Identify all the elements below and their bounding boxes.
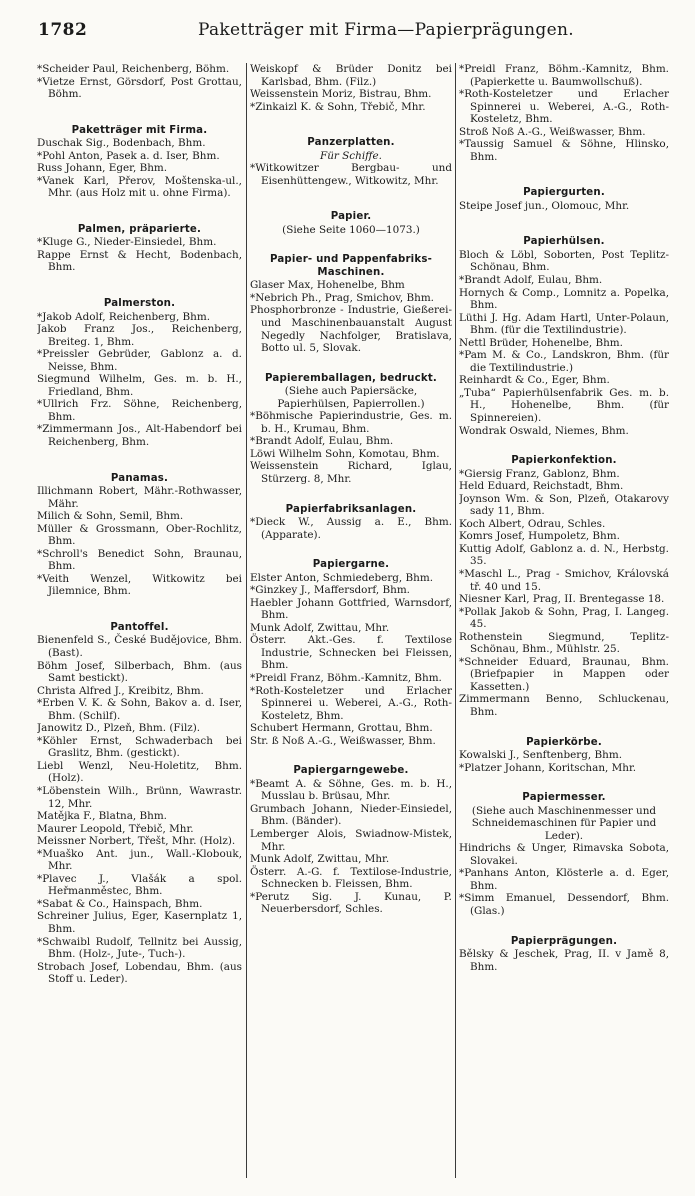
directory-entry: Weiskopf & Brüder Donitz bei Karlsbad, Bhm. (Filz.)	[250, 63, 452, 88]
section-heading: Papiermesser.	[522, 792, 606, 804]
directory-entry: *Zimmermann Jos., Alt-Habendorf bei Reichenberg, Bhm.	[37, 423, 242, 448]
directory-entry: *Nebrich Ph., Prag, Smichov, Bhm.	[250, 291, 434, 304]
directory-entry: *Ullrich Frz. Söhne, Reichenberg, Bhm.	[37, 398, 242, 423]
directory-entry: Joynson Wm. & Son, Plzeň, Otakarovy sady 11, Bhm.	[459, 492, 669, 518]
directory-entry: *Beamt A. & Söhne, Ges. m. b. H., Musslau b. Brüsau, Mhr.	[250, 777, 452, 803]
directory-entry: *Kluge G., Nieder-Einsiedel, Bhm.	[37, 236, 217, 249]
section-subtitle: Für Schiffe.	[320, 149, 382, 162]
column-3	[459, 63, 669, 1178]
directory-entry: *Löbenstein Wilh., Brünn, Wawrastr. 12, Mhr.	[37, 785, 242, 810]
section-heading: Papiergarne.	[312, 559, 390, 571]
entry-list	[250, 516, 452, 541]
directory-entry: *Scheider Paul, Reichenberg, Böhm.	[37, 63, 230, 75]
directory-entry: Kowalski J., Senftenberg, Bhm.	[459, 749, 623, 762]
entry-list	[459, 200, 669, 213]
page-number: 1782	[38, 20, 88, 40]
directory-entry: Müller & Grossmann, Ober-Rochlitz, Bhm.	[37, 522, 242, 548]
directory-entry: Steipe Josef jun., Olomouc, Mhr.	[459, 199, 630, 212]
section-heading: Papier- und Pappenfabriks-Maschinen.	[269, 254, 433, 278]
directory-entry: Grumbach Johann, Nieder-Einsiedel, Bhm. (Bänder).	[250, 802, 452, 828]
entry-list	[250, 778, 452, 916]
entry-list	[37, 63, 242, 101]
directory-entry: Maurer Leopold, Třebič, Mhr.	[37, 822, 194, 835]
column-1	[37, 63, 242, 1178]
directory-entry: Illichmann Robert, Mähr.-Rothwasser, Mähr.	[37, 485, 242, 510]
directory-entry: Bělsky & Jeschek, Prag, II. v Jamě 8, Bhm.	[459, 948, 669, 973]
directory-entry: Phosphorbronze - Industrie, Gießerei- und Maschinenbauanstalt August Negedly Nachfolger, Bratislava, Botto ul. 5, Slovak.	[250, 304, 452, 355]
directory-entry: Munk Adolf, Zwittau, Mhr.	[250, 853, 390, 866]
section-heading: Papierprägungen.	[510, 935, 618, 947]
directory-entry: Lüthi J. Hg. Adam Hartl, Unter-Polaun, Bhm. (für die Textilindustrie).	[459, 311, 669, 337]
directory-entry: *Roth-Kosteletzer und Erlacher Spinnerei u. Weberei, A.-G., Roth-Kosteletz, Bhm.	[250, 684, 452, 722]
directory-entry: *Schneider Eduard, Braunau, Bhm. (Briefpapier in Mappen oder Kassetten.)	[459, 655, 669, 693]
directory-entry: *Maschl L., Prag - Smichov, Královská tř. 40 und 15.	[459, 568, 669, 593]
directory-entry: Nettl Brüder, Hohenelbe, Bhm.	[459, 336, 623, 349]
directory-entry: *Vanek Karl, Přerov, Moštenska-ul., Mhr. (aus Holz mit u. ohne Firma).	[37, 174, 242, 200]
directory-entry: Österr. A.-G. f. Textilose-Industrie, Schnecken b. Fleissen, Bhm.	[250, 865, 452, 891]
directory-entry: Reinhardt & Co., Eger, Bhm.	[459, 374, 610, 387]
directory-entry: Munk Adolf, Zwittau, Mhr.	[250, 621, 390, 634]
entry-list	[37, 634, 242, 985]
directory-entry: *Taussig Samuel & Söhne, Hlinsko, Bhm.	[459, 138, 669, 163]
directory-entry: *Schroll's Benedict Sohn, Braunau, Bhm.	[37, 547, 242, 573]
page-header	[38, 20, 658, 50]
directory-entry: Österr. Akt.-Ges. f. Textilose Industrie, Schnecken bei Fleissen, Bhm.	[250, 634, 452, 672]
directory-entry: Weissenstein Moriz, Bistrau, Bhm.	[250, 88, 432, 101]
directory-entry: *Witkowitzer Bergbau- und Eisenhüttengew., Witkowitz, Mhr.	[250, 162, 452, 187]
directory-entry: Zimmermann Benno, Schluckenau, Bhm.	[459, 693, 669, 719]
directory-entry: *Panhans Anton, Klösterle a. d. Eger, Bhm.	[459, 867, 669, 892]
directory-entry: *Ginzkey J., Maffersdorf, Bhm.	[250, 584, 410, 597]
directory-entry: Jakob Franz Jos., Reichenberg, Breiteg. 1, Bhm.	[37, 323, 242, 348]
directory-entry: Bloch & Löbl, Soborten, Post Teplitz-Schönau, Bhm.	[459, 248, 669, 274]
directory-entry: *Giersig Franz, Gablonz, Bhm.	[459, 467, 620, 480]
directory-entry: „Tuba“ Papierhülsenfabrik Ges. m. b. H., Hohenelbe, Bhm. (für Spinnereien).	[459, 386, 669, 425]
directory-entry: Hornych & Comp., Lomnitz a. Popelka, Bhm.	[459, 286, 669, 312]
entry-list	[37, 236, 242, 274]
section-heading: Palmen, präparierte.	[77, 223, 202, 235]
directory-entry: Hindrichs & Unger, Rimavska Sobota, Slovakei.	[459, 842, 669, 867]
section-heading: Papierhülsen.	[523, 236, 605, 248]
entry-list	[250, 279, 452, 354]
directory-entry: *Köhler Ernst, Schwaderbach bei Graslitz, Bhm. (gestickt).	[37, 734, 242, 760]
directory-entry: Matějka F., Blatna, Bhm.	[37, 810, 167, 823]
directory-entry: Str. ß Noß A.-G., Weißwasser, Bhm.	[250, 734, 436, 747]
entry-list	[459, 249, 669, 437]
directory-entry: *Dieck W., Aussig a. E., Bhm. (Apparate).	[250, 516, 452, 541]
directory-entry: *Böhmische Papierindustrie, Ges. m. b. H., Krumau, Bhm.	[250, 410, 452, 435]
column-rule-right	[455, 63, 456, 1178]
directory-entry: *Brandt Adolf, Eulau, Bhm.	[250, 435, 394, 448]
section-heading: Paketträger mit Firma.	[71, 124, 208, 136]
running-title: Paketträger mit Firma—Papierprägungen.	[198, 20, 574, 40]
entry-list	[459, 842, 669, 917]
section-heading: Papierkonfektion.	[511, 455, 617, 467]
directory-entry: *Simm Emanuel, Dessendorf, Bhm. (Glas.)	[459, 892, 669, 918]
directory-entry: *Preissler Gebrüder, Gablonz a. d. Neisse, Bhm.	[37, 348, 242, 373]
directory-entry: *Preidl Franz, Böhm.-Kamnitz, Bhm.	[250, 672, 442, 684]
directory-entry: *Plavec J., Vlašák a spol. Heřmanměstec, Bhm.	[37, 872, 242, 898]
directory-entry: *Schwaibl Rudolf, Tellnitz bei Aussig, Bhm. (Holz-, Jute-, Tuch-).	[37, 935, 242, 961]
directory-entry: Russ Johann, Eger, Bhm.	[37, 162, 168, 175]
directory-entry: Komrs Josef, Humpoletz, Bhm.	[459, 530, 620, 543]
entry-list	[250, 572, 452, 748]
directory-entry: Meissner Norbert, Třešt, Mhr. (Holz).	[37, 835, 236, 848]
section-heading: Panamas.	[110, 472, 169, 484]
entry-list	[459, 468, 669, 719]
directory-entry: Janowitz D., Plzeň, Bhm. (Filz).	[37, 722, 201, 735]
directory-entry: *Platzer Johann, Koritschan, Mhr.	[459, 761, 637, 774]
section-note: (Siehe auch Papiersäcke, Papierhülsen, Papierrollen.)	[277, 385, 425, 410]
directory-entry: Koch Albert, Odrau, Schles.	[459, 517, 606, 530]
directory-entry: *Roth-Kosteletzer und Erlacher Spinnerei u. Weberei, A.-G., Roth-Kosteletz, Bhm.	[459, 88, 669, 126]
directory-entry: Held Eduard, Reichstadt, Bhm.	[459, 480, 624, 493]
directory-entry: *Veith Wenzel, Witkowitz bei Jilemnice, Bhm.	[37, 572, 242, 598]
directory-entry: *Pam M. & Co., Landskron, Bhm. (für die Textilindustrie.)	[459, 349, 669, 374]
entry-list	[37, 311, 242, 449]
directory-entry: Elster Anton, Schmiedeberg, Bhm.	[250, 571, 434, 584]
directory-entry: Rothenstein Siegmund, Teplitz-Schönau, Bhm., Mühlstr. 25.	[459, 630, 669, 656]
directory-entry: *Muaško Ant. jun., Wall.-Klobouk, Mhr.	[37, 847, 242, 873]
directory-entry: Schubert Hermann, Grottau, Bhm.	[250, 722, 433, 735]
directory-entry: Löwi Wilhelm Sohn, Komotau, Bhm.	[250, 447, 440, 460]
directory-entry: Schreiner Julius, Eger, Kasernplatz 1, Bhm.	[37, 910, 242, 936]
directory-entry: *Brandt Adolf, Eulau, Bhm.	[459, 274, 603, 287]
directory-entry: Glaser Max, Hohenelbe, Bhm	[250, 279, 405, 292]
entry-list	[37, 137, 242, 200]
section-heading: Papier.	[330, 211, 372, 223]
directory-entry: Christa Alfred J., Kreibitz, Bhm.	[37, 684, 204, 697]
directory-entry: Stroß Noß A.-G., Weißwasser, Bhm.	[459, 125, 646, 138]
directory-entry: Weissenstein Richard, Iglau, Stürzerg. 8, Mhr.	[250, 460, 452, 485]
section-heading: Papiergurten.	[523, 187, 605, 199]
entry-list	[250, 63, 452, 113]
entry-list	[250, 162, 452, 187]
directory-entry: Böhm Josef, Silberbach, Bhm. (aus Samt bestickt).	[37, 659, 242, 685]
directory-entry: *Sabat & Co., Hainspach, Bhm.	[37, 897, 203, 910]
directory-entry: *Perutz Sig. J. Kunau, P. Neuerbersdorf, Schles.	[250, 890, 452, 916]
column-rule-left	[246, 63, 247, 1178]
directory-entry: Duschak Sig., Bodenbach, Bhm.	[37, 137, 206, 150]
directory-entry: Haebler Johann Gottfried, Warnsdorf, Bhm.	[250, 596, 452, 622]
directory-entry: *Pollak Jakob & Sohn, Prag, I. Langeg. 45.	[459, 605, 669, 631]
section-note: (Siehe auch Maschinenmesser und Schneidemaschinen für Papier und Leder).	[471, 804, 657, 842]
directory-entry: Lemberger Alois, Swiadnow-Mistek, Mhr.	[250, 827, 452, 853]
section-heading: Panzerplatten.	[307, 137, 395, 149]
entry-list	[459, 63, 669, 163]
directory-entry: Wondrak Oswald, Niemes, Bhm.	[459, 424, 629, 437]
directory-entry: Milich & Sohn, Semil, Bhm.	[37, 510, 184, 523]
section-heading: Papierfabriksanlagen.	[285, 503, 417, 515]
directory-entry: Siegmund Wilhelm, Ges. m. b. H., Friedland, Bhm.	[37, 373, 242, 398]
directory-entry: Bienenfeld S., České Budějovice, Bhm. (Bast).	[37, 634, 242, 659]
directory-entry: *Vietze Ernst, Görsdorf, Post Grottau, Böhm.	[37, 75, 242, 101]
column-2	[250, 63, 452, 1178]
directory-entry: *Zinkaizl K. & Sohn, Třebič, Mhr.	[250, 100, 426, 113]
entry-list	[250, 410, 452, 485]
section-heading: Papieremballagen, bedruckt.	[265, 372, 437, 384]
directory-entry: Strobach Josef, Lobendau, Bhm. (aus Stoff u. Leder).	[37, 960, 242, 986]
section-note: (Siehe Seite 1060—1073.)	[282, 223, 420, 236]
entry-list	[459, 948, 669, 973]
section-heading: Papiergarngewebe.	[293, 765, 409, 777]
entry-list	[37, 485, 242, 598]
directory-entry: *Preidl Franz, Böhm.-Kamnitz, Bhm. (Papierkette u. Baumwollschuß).	[459, 63, 669, 88]
section-heading: Palmerston.	[103, 298, 176, 310]
directory-entry: *Erben V. K. & Sohn, Bakov a. d. Iser, Bhm. (Schilf).	[37, 697, 242, 722]
directory-entry: *Pohl Anton, Pasek a. d. Iser, Bhm.	[37, 149, 220, 162]
directory-entry: Kuttig Adolf, Gablonz a. d. N., Herbstg. 35.	[459, 542, 669, 568]
directory-entry: Niesner Karl, Prag, II. Brentegasse 18.	[459, 593, 665, 606]
entry-list	[459, 749, 669, 774]
section-heading: Pantoffel.	[110, 621, 169, 633]
directory-entry: Rappe Ernst & Hecht, Bodenbach, Bhm.	[37, 248, 242, 274]
directory-entry: *Jakob Adolf, Reichenberg, Bhm.	[37, 310, 211, 323]
section-heading: Papierkörbe.	[526, 736, 602, 748]
directory-entry: Liebl Wenzl, Neu-Holetitz, Bhm. (Holz).	[37, 759, 242, 785]
